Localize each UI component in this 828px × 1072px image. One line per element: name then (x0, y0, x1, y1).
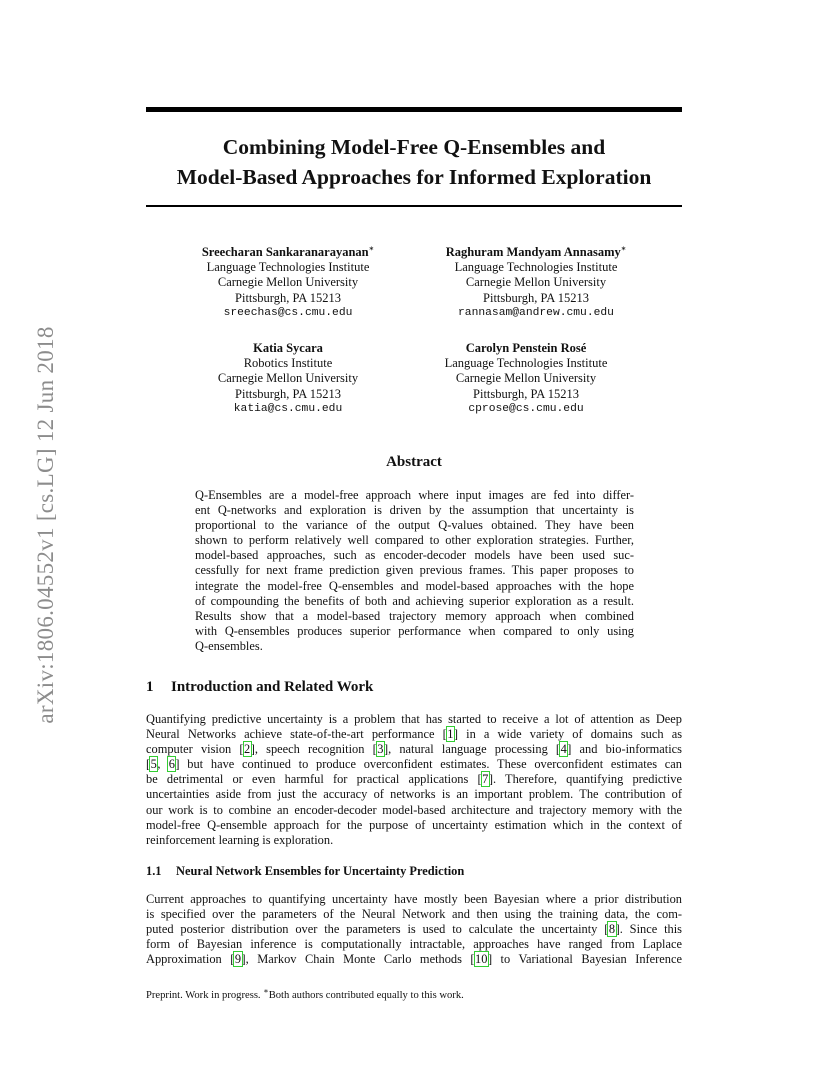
author-name: Carolyn Penstein Rosé (465, 341, 587, 355)
citation-link[interactable]: 8 (608, 922, 616, 937)
title-line-2: Model-Based Approaches for Informed Exploration (176, 165, 652, 189)
paragraph-line: Current approaches to quantifying uncertainty have mostly been Bayesian where a prior distribution (146, 892, 682, 906)
author-block-2 (406, 245, 666, 321)
footnote-mark: ∗ (263, 986, 269, 996)
paragraph-line: is specified over the parameters of the Neural Network and then using the training data, the com- (146, 907, 682, 922)
author-city: Pittsburgh, PA 15213 (473, 386, 579, 401)
subsection-title: Neural Network Ensembles for Uncertainty Prediction (176, 864, 465, 878)
author-block-1 (158, 245, 418, 321)
abstract-line: cessfully for next frame prediction given previous frames. This paper proposes to (195, 563, 634, 578)
intro-paragraph (146, 712, 682, 848)
equal-contribution-mark: ∗ (620, 243, 627, 253)
section-heading (146, 679, 373, 696)
author-email[interactable]: cprose@cs.cmu.edu (468, 402, 584, 415)
citation-link[interactable]: 4 (560, 742, 567, 757)
author-university: Carnegie Mellon University (455, 371, 597, 386)
equal-contribution-mark: ∗ (368, 243, 375, 253)
author-affiliation: Language Technologies Institute (454, 260, 618, 275)
author-name: Katia Sycara (253, 341, 323, 355)
author-email[interactable]: rannasam@andrew.cmu.edu (458, 306, 614, 319)
title-top-rule (146, 107, 682, 112)
citation-link[interactable]: 1 (447, 727, 454, 742)
citation-link[interactable]: 10 (475, 952, 488, 967)
footnote: Preprint. Work in progress. ∗Both authors contributed equally to this work. (146, 986, 464, 1001)
paper-title (146, 132, 682, 192)
citation-link[interactable]: 7 (482, 772, 489, 787)
paragraph-line: model-free Q-ensemble approach for the purpose of uncertainty estimation which in the context of (146, 817, 682, 832)
paragraph-line: uncertainties aside from just the accuracy of networks is an important problem. The contribution of (146, 787, 682, 802)
title-bottom-rule (146, 205, 682, 207)
citation-link[interactable]: 2 (244, 742, 251, 757)
author-email[interactable]: katia@cs.cmu.edu (233, 402, 343, 415)
paragraph-line: Approximation [9], Markov Chain Monte Carlo methods [10] to Variational Bayesian Inference (146, 952, 682, 967)
abstract-line: proportional to the variance of the output Q-values obtained. They have been (195, 518, 634, 533)
arxiv-identifier: arXiv:1806.04552v1 [cs.LG] 12 Jun 2018 (33, 326, 58, 724)
author-city: Pittsburgh, PA 15213 (235, 386, 341, 401)
author-block-4 (396, 341, 656, 417)
author-block-3 (158, 341, 418, 417)
author-name: Raghuram Mandyam Annasamy (445, 245, 621, 259)
subsection-number: 1.1 (146, 864, 162, 878)
abstract-body (195, 488, 634, 654)
paragraph-line: form of Bayesian inference is computationally intractable, approaches have ranged from Laplace (146, 937, 682, 952)
paragraph-line: Quantifying predictive uncertainty is a problem that has started to receive a lot of attention as Deep (146, 712, 682, 726)
abstract-line: model-based approaches, such as encoder-decoder models have been used suc- (195, 548, 634, 563)
author-university: Carnegie Mellon University (465, 275, 607, 290)
paragraph-line: [5, 6] but have continued to produce overconfident estimates. These overconfident estimates can (146, 757, 682, 772)
abstract-line: Results show that a model-based trajectory memory approach when combined (195, 608, 634, 623)
paragraph-line: our work is to combine an encoder-decoder model-based architecture and trajectory memory with the (146, 802, 682, 817)
paragraph-line: reinforcement learning is exploration. (146, 832, 334, 847)
citation-link[interactable]: 5 (150, 757, 157, 772)
paragraph-line: Neural Networks achieve state-of-the-art performance [1] in a wide variety of domains such as (146, 727, 683, 742)
author-name: Sreecharan Sankaranarayanan (201, 245, 369, 259)
uncertainty-paragraph (146, 892, 682, 967)
abstract-line: integrate the model-free Q-ensembles and model-based approaches with the hope (195, 578, 634, 593)
title-line-1: Combining Model-Free Q-Ensembles and (222, 135, 606, 159)
paragraph-line: puted posterior distribution over the parameters is used to calculate the uncertainty [8]. Since this (146, 922, 682, 937)
abstract-line: shown to perform relatively well compared to other exploration strategies. Further, (195, 533, 634, 548)
author-university: Carnegie Mellon University (217, 275, 359, 290)
abstract-line: ent Q-networks and exploration is driven by the assumption that uncertainty is (195, 503, 634, 518)
paragraph-line: be detrimental or even harmful for practical applications [7]. Therefore, quantifying predictive (146, 772, 682, 787)
citation-link[interactable]: 9 (234, 952, 242, 967)
abstract-line: of compounding the benefits of both and achieving superior exploration as a result. (195, 593, 634, 608)
author-affiliation: Language Technologies Institute (444, 356, 608, 371)
abstract-line: Q-ensembles. (195, 638, 263, 653)
author-affiliation: Language Technologies Institute (206, 260, 370, 275)
author-university: Carnegie Mellon University (217, 371, 359, 386)
citation-link[interactable]: 3 (377, 742, 384, 757)
author-email[interactable]: sreechas@cs.cmu.edu (223, 306, 353, 319)
abstract-line: Q-Ensembles are a model-free approach where input images are fed into differ- (195, 488, 634, 502)
author-city: Pittsburgh, PA 15213 (483, 290, 589, 305)
section-number: 1 (146, 679, 154, 695)
abstract-line: with Q-ensembles produces superior performance when compared to only using (195, 623, 634, 638)
author-city: Pittsburgh, PA 15213 (235, 290, 341, 305)
subsection-heading (146, 864, 464, 879)
abstract-heading: Abstract (386, 454, 442, 470)
section-title: Introduction and Related Work (171, 679, 374, 695)
paragraph-line: computer vision [2], speech recognition [3], natural language processing [4] and bio-informatics (146, 742, 682, 757)
citation-link[interactable]: 6 (168, 757, 175, 772)
author-affiliation: Robotics Institute (243, 356, 333, 371)
